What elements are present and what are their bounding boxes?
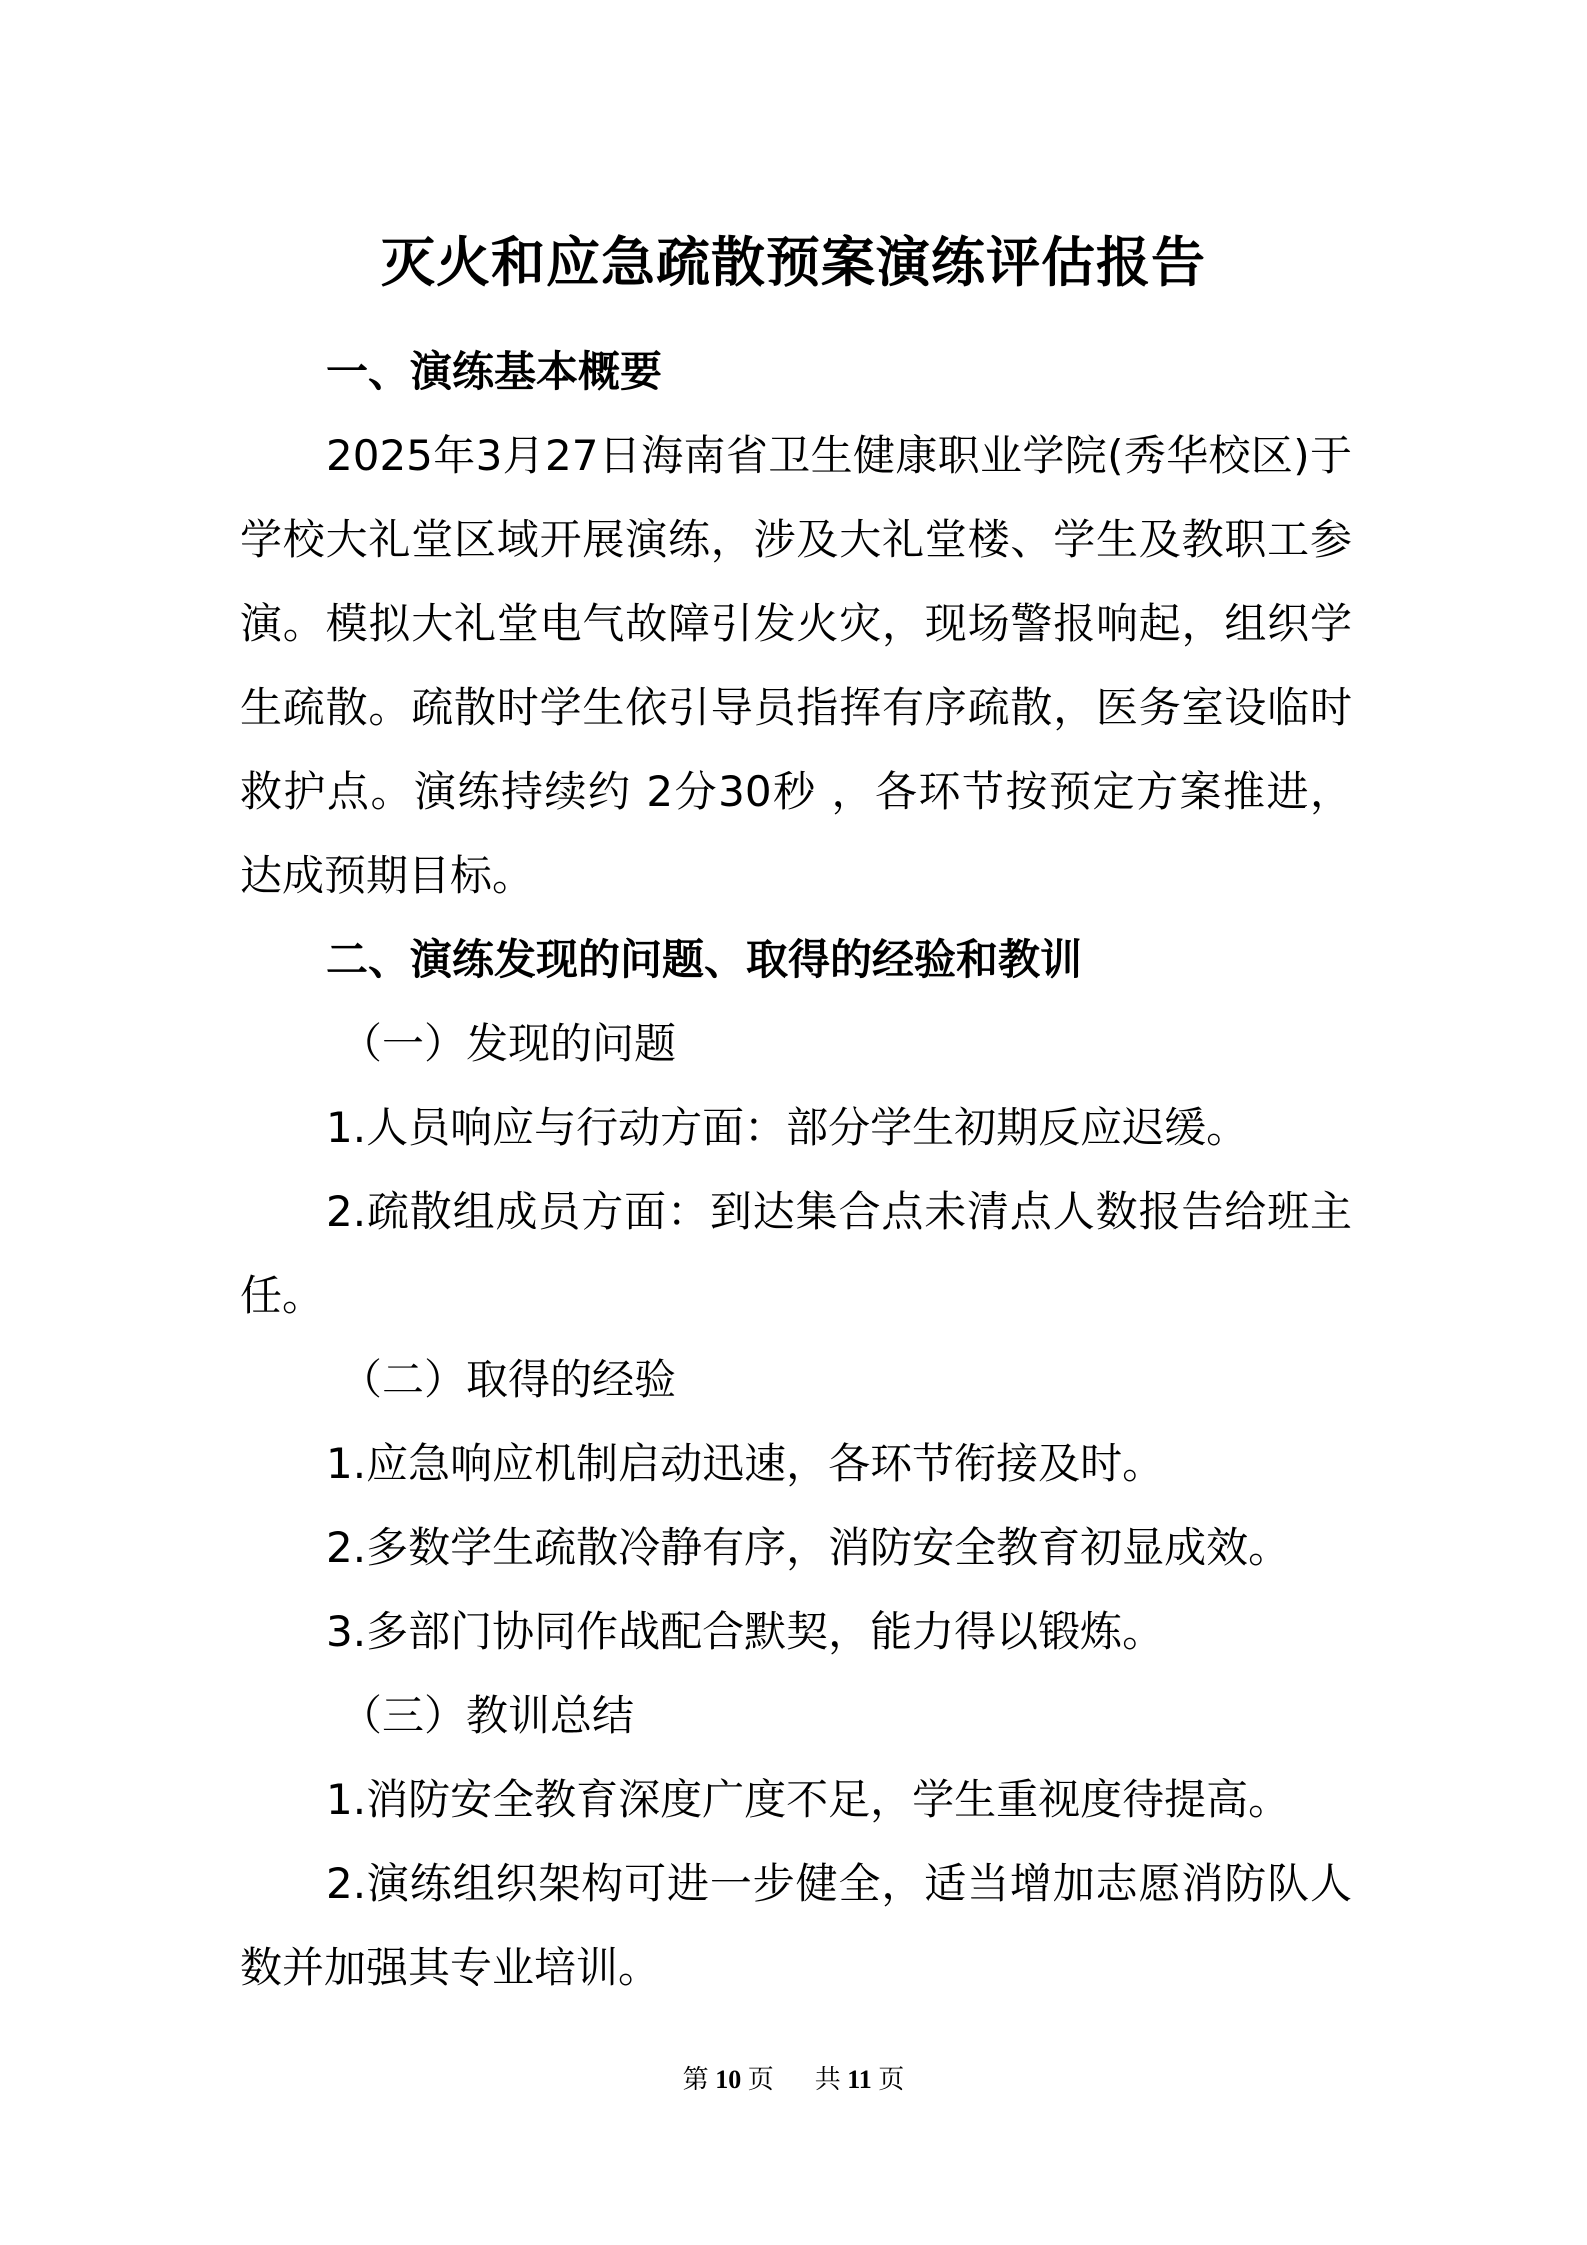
experience-item: 1.应急响应机制启动迅速，各环节衔接及时。 bbox=[326, 1439, 1165, 1488]
page-number-suffix: 页 bbox=[747, 2065, 774, 2094]
page-total-suffix: 页 bbox=[878, 2065, 905, 2094]
experience-item: 3.多部门协同作战配合默契，能力得以锻炼。 bbox=[326, 1607, 1165, 1656]
lesson-item: 2.演练组织架构可进一步健全，适当增加志愿消防队人数并加强其专业培训。 bbox=[240, 1859, 1352, 1992]
overview-paragraph: 2025年3月27日海南省卫生健康职业学院(秀华校区)于学校大礼堂区域开展演练，涉及大礼堂楼、学生及教职工参演。模拟大礼堂电气故障引发火灾，现场警报响起，组织学生疏散。疏散时学生依引导员指挥有序疏散，医务室设临时救护点。演练持续约 2分30秒 ，各环节按预定方案推进，达成预期目标。 bbox=[240, 431, 1352, 900]
page-number-prefix: 第 bbox=[682, 2065, 709, 2094]
page-footer bbox=[0, 2062, 1587, 2098]
page-total-prefix: 共 bbox=[814, 2065, 841, 2094]
subsection-heading-experience: （二）取得的经验 bbox=[340, 1355, 677, 1404]
section-heading-overview: 一、演练基本概要 bbox=[326, 347, 663, 396]
problem-item: 1.人员响应与行动方面：部分学生初期反应迟缓。 bbox=[326, 1103, 1249, 1152]
subsection-heading-lessons: （三）教训总结 bbox=[340, 1691, 635, 1740]
lesson-item: 1.消防安全教育深度广度不足，学生重视度待提高。 bbox=[326, 1775, 1291, 1824]
section-heading-findings: 二、演练发现的问题、取得的经验和教训 bbox=[326, 935, 1083, 984]
experience-item: 2.多数学生疏散冷静有序，消防安全教育初显成效。 bbox=[326, 1523, 1291, 1572]
document-body bbox=[240, 330, 1352, 2010]
page-number-current: 10 bbox=[715, 2065, 742, 2094]
problem-item: 2.疏散组成员方面：到达集合点未清点人数报告给班主任。 bbox=[240, 1187, 1352, 1320]
page-total: 11 bbox=[847, 2065, 872, 2094]
document-title: 灭火和应急疏散预案演练评估报告 bbox=[381, 231, 1206, 294]
subsection-heading-problems: （一）发现的问题 bbox=[340, 1019, 677, 1068]
